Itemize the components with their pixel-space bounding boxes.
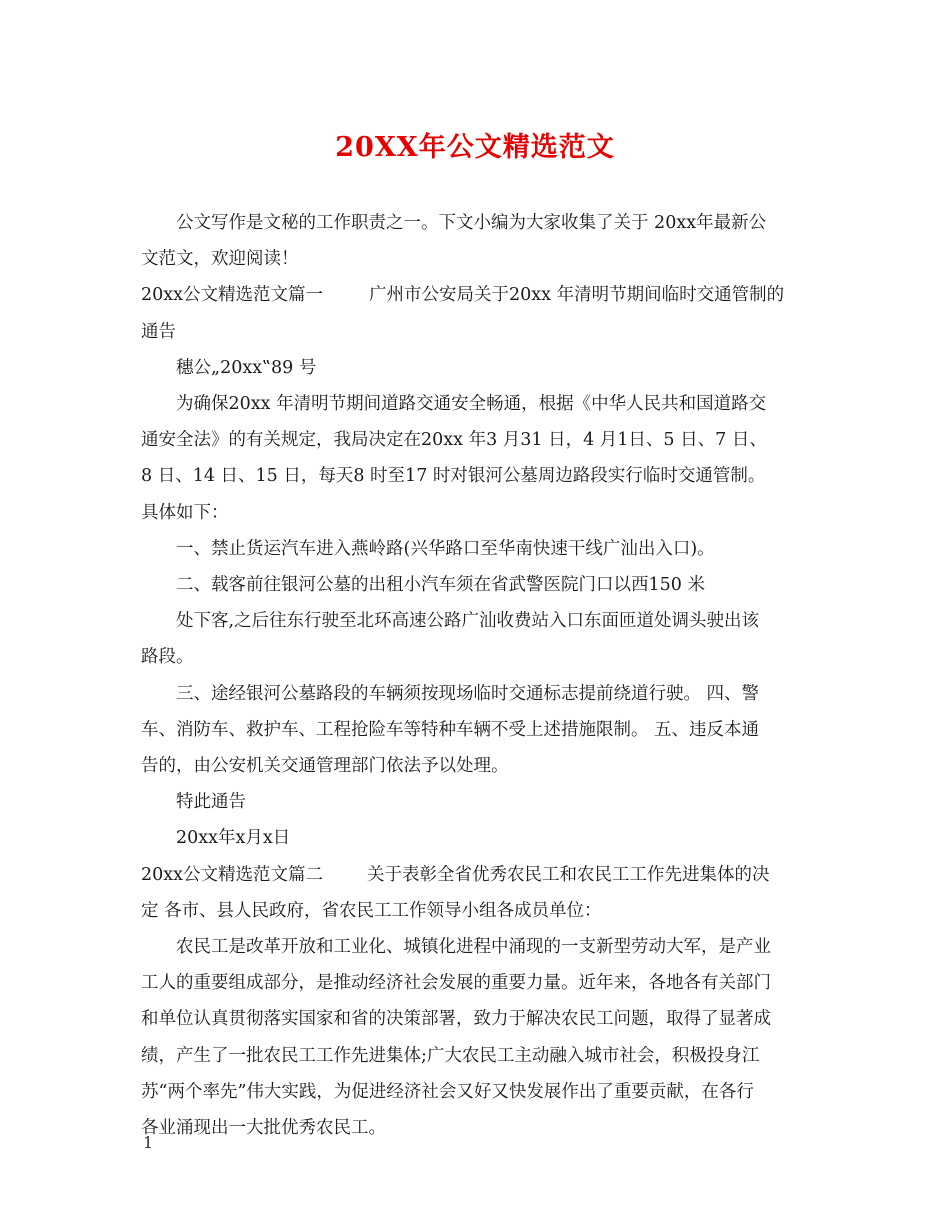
paragraph-line: 通安全法》的有关规定，我局决定在20xx 年3 月31 日，4 月1日、5 日、7 日、 [141, 430, 767, 451]
document-title: 20XX年公文精选范文 [335, 132, 615, 163]
paragraph-line: 8 日、14 日、15 日，每天8 时至17 时对银河公墓周边路段实行临时交通管制。 [141, 466, 766, 487]
section-heading: 20xx公文精选范文篇一 [141, 285, 324, 306]
paragraph-line: 一、禁止货运汽车进入燕岭路(兴华路口至华南快速干线广汕出入口)。 [176, 538, 715, 559]
paragraph-line: 文范文，欢迎阅读！ [141, 249, 299, 270]
page-number: 1 [143, 1133, 154, 1152]
paragraph-line: 农民工是改革开放和工业化、城镇化进程中涌现的一支新型劳动大军，是产业 [176, 937, 771, 958]
paragraph-line: 三、途经银河公墓路段的车辆须按现场临时交通标志提前绕道行驶。 四、警 [176, 683, 760, 704]
paragraph-line: 告的，由公安机关交通管理部门依法予以处理。 [141, 756, 509, 777]
paragraph-line: 车、消防车、救护车、工程抢险车等特种车辆不受上述措施限制。 五、违反本通 [141, 719, 760, 740]
paragraph-line: 各业涌现出一大批优秀农民工。 [141, 1118, 386, 1139]
notice-title: 广州市公安局关于20xx 年清明节期间临时交通管制的 [369, 285, 785, 306]
paragraph-line: 为确保20xx 年清明节期间道路交通安全畅通，根据《中华人民共和国道路交 [176, 394, 767, 415]
paragraph-line: 处下客,之后往东行驶至北环高速公路广汕收费站入口东面匝道处调头驶出该 [176, 611, 760, 632]
closing-line: 特此通告 [176, 792, 246, 813]
paragraph-line: 具体如下： [141, 502, 229, 523]
document-body [141, 205, 811, 1146]
section-heading: 20xx公文精选范文篇二 [141, 864, 324, 885]
paragraph-line: 苏“两个率先”伟大实践，为促进经济社会又好又快发展作出了重要贡献，在各行 [141, 1081, 754, 1102]
paragraph-line: 公文写作是文秘的工作职责之一。下文小编为大家收集了关于 20xx年最新公 [176, 213, 767, 233]
paragraph-line: 工人的重要组成部分，是推动经济社会发展的重要力量。近年来，各地各有关部门 [141, 973, 771, 994]
document-number: 穗公„20xx‟89 号 [176, 357, 317, 378]
section-heading-line [141, 277, 811, 313]
section-heading-line [141, 857, 811, 893]
paragraph-line: 和单位认真贯彻落实国家和省的决策部署，致力于解决农民工问题，取得了显著成 [141, 1009, 771, 1030]
paragraph-line: 通告 [141, 321, 176, 342]
paragraph-line: 绩，产生了一批农民工工作先进集体;广大农民工主动融入城市社会，积极投身江 [141, 1045, 760, 1066]
paragraph-line: 路段。 [141, 647, 194, 668]
paragraph-line: 定 各市、县人民政府，省农民工工作领导小组各成员单位： [141, 900, 602, 921]
date-line: 20xx年x月x日 [176, 828, 291, 849]
paragraph-line: 二、载客前往银河公墓的出租小汽车须在省武警医院门口以西150 米 [176, 575, 705, 596]
decision-title: 关于表彰全省优秀农民工和农民工工作先进集体的决 [367, 864, 770, 885]
